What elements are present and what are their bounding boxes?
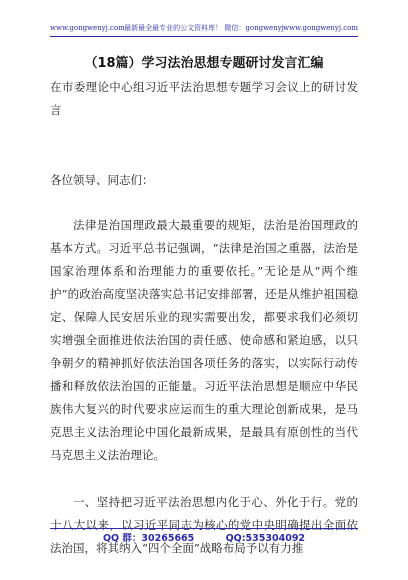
header-url-left[interactable]: www.gongwenyj.com [50,24,125,32]
paragraph-1: 法律是治国理政最大最重要的规矩，法治是治国理政的基本方式。习近平总书记强调，“法律是治国之重器，法治是国家治理体系和治理能力的重要依托。”无论是从“两个维护”的政治高度坚决落实总书记安排部署，还是从维护祖国稳定、保障人民安居乐业的现实需要出发，都要求我们必须切实增强全面推进依法治国的责任感、使命感和紧迫感，以只争朝夕的精神抓好依法治国各项任务的落实，以实际行动传播和释放依法治国的正能量。习近平法治思想是顺应中华民族伟大复兴的时代要求应运而生的重大理论创新成果，是马克思主义法治理论中国化最新成果，是最具有原创性的当代马克思主义法治理论。 [50,218,358,462]
header-url-right[interactable]: www.gongwenyj.com [283,24,358,32]
footer-qq-group: QQ 群：30265665 [102,533,195,544]
page-footer [50,528,358,549]
document-greeting: 各位领导、同志们： [50,173,154,187]
header-slogan: 最新最全最专业的公文资料库！ 微信：gongwenyj [124,24,284,32]
document-subtitle: 在市委理论中心组习近平法治思想专题学习会议上的研讨发言 [50,80,358,117]
page-header [50,20,358,37]
document-body [50,76,358,560]
footer-qq-number: QQ:535304092 [225,533,306,544]
document-title: （18篇）学习法治思想专题研讨发言汇编 [84,56,324,71]
paragraph-2: 一、坚持把习近平法治思想内化于心、外化于行。党的十八大以来，以习近平同志为核心的党中央明确提出全面依法治国，将其纳入“四个全面”战略布局予以有力推 [50,495,358,555]
